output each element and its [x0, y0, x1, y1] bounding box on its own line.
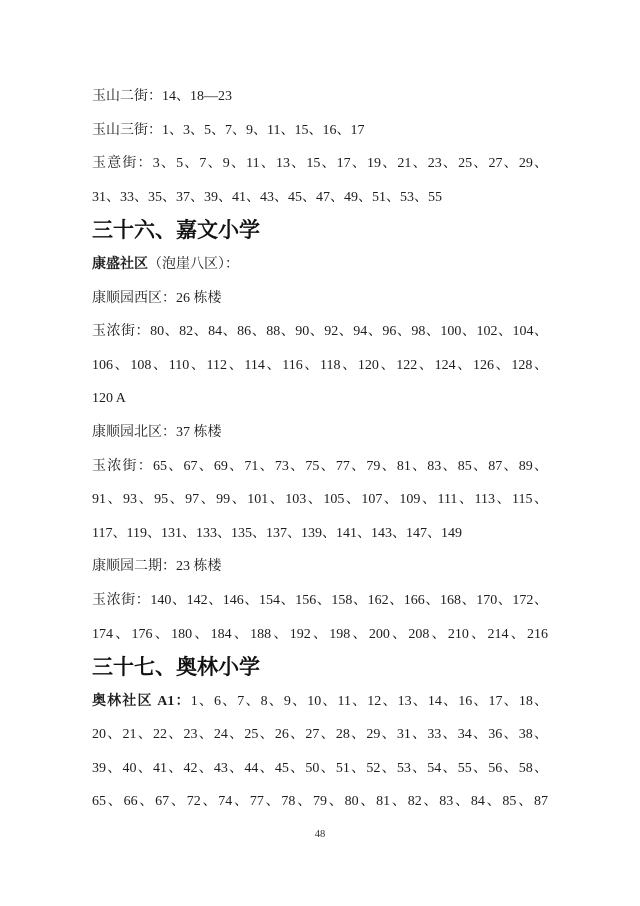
line-text: 三十六、嘉文小学: [92, 219, 260, 243]
line-text: 20、21、22、23、24、25、26、27、28、29、31、33、34、36、38、: [92, 727, 548, 743]
line-text: 康顺园二期：23 栋楼: [92, 559, 222, 575]
line-text: 玉山三街：1、3、5、7、9、11、15、16、17: [92, 122, 365, 138]
lead-label: 奥林社区 A1：: [92, 693, 191, 709]
section-heading: [92, 214, 548, 248]
text-line: [92, 147, 548, 181]
text-line: [92, 517, 548, 551]
line-text: 康顺园西区：26 栋楼: [92, 290, 222, 306]
text-line: [92, 584, 548, 618]
text-line: [92, 685, 548, 719]
text-line: [92, 752, 548, 786]
text-line: [92, 382, 548, 416]
text-line: [92, 416, 548, 450]
line-text: 玉浓街：65、67、69、71、73、75、77、79、81、83、85、87、89、: [92, 458, 548, 474]
line-text: （泡崖八区）：: [148, 256, 239, 272]
text-line: [92, 618, 548, 652]
line-text: 31、33、35、37、39、41、43、45、47、49、51、53、55: [92, 189, 442, 205]
line-text: 39、40、41、42、43、44、45、50、51、52、53、54、55、56、58、: [92, 760, 548, 776]
text-line: [92, 80, 548, 114]
text-line: [92, 349, 548, 383]
text-line: [92, 282, 548, 316]
text-line: [92, 785, 548, 819]
line-text: 174、176、180、184、188、192、198、200、208、210、214、216: [92, 626, 548, 642]
text-line: [92, 550, 548, 584]
line-text: 91、93、95、97、99、101、103、105、107、109、111、113、115、: [92, 492, 548, 508]
line-text: 120 A: [92, 391, 126, 407]
page-number: 48: [314, 829, 326, 841]
line-text: 玉山二街：14、18—23: [92, 89, 232, 104]
text-line: [92, 450, 548, 484]
line-text: 玉意街：3、5、7、9、11、13、15、17、19、21、23、25、27、29、: [92, 156, 548, 172]
line-text: 65、66、67、72、74、77、78、79、80、81、82、83、84、85、87: [92, 794, 548, 810]
text-line: [92, 718, 548, 752]
text-line: [92, 248, 548, 282]
line-text: 三十七、奥林小学: [92, 656, 260, 680]
lead-label: 康盛社区: [92, 256, 148, 272]
line-text: 1、6、7、8、9、10、11、12、13、14、16、17、18、: [190, 693, 548, 709]
line-text: 玉浓街：80、82、84、86、88、90、92、94、96、98、100、102、104、: [92, 324, 548, 340]
text-line: [92, 114, 548, 148]
line-text: 康顺园北区：37 栋楼: [92, 424, 222, 440]
text-line: [92, 181, 548, 215]
text-line: [92, 315, 548, 349]
line-text: 106、108、110、112、114、116、118、120、122、124、126、128、: [92, 357, 548, 373]
line-text: 117、119、131、133、135、137、139、141、143、147、149: [92, 525, 462, 541]
text-line: [92, 483, 548, 517]
content: [92, 80, 548, 819]
section-heading: [92, 651, 548, 685]
line-text: 玉浓街：140、142、146、154、156、158、162、166、168、170、172、: [92, 592, 548, 608]
